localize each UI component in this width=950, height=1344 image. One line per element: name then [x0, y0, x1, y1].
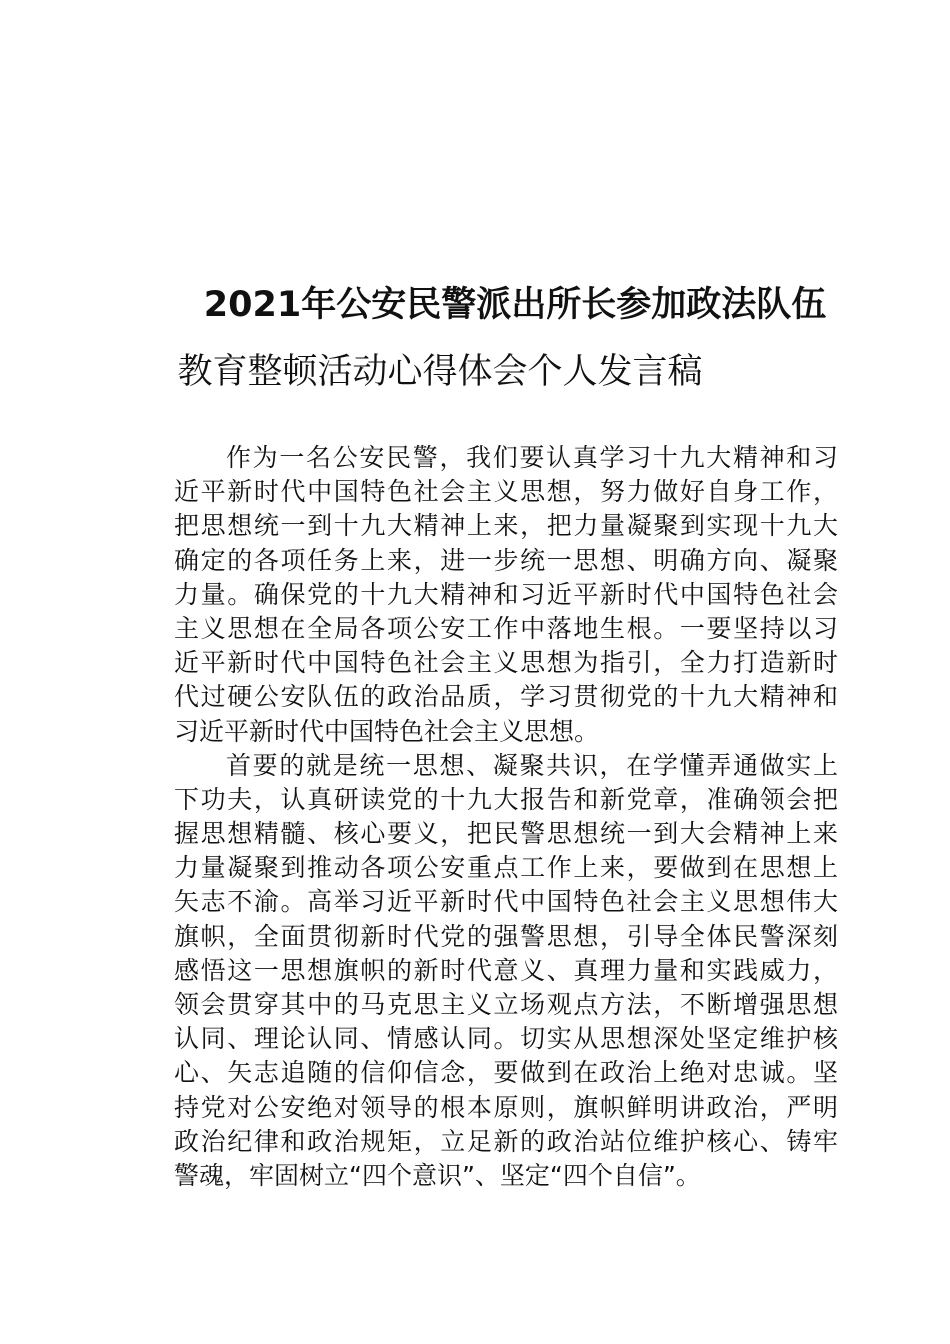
paragraph-line: 旗帜，全面贯彻新时代党的强警思想，引导全体民警深刻	[174, 921, 838, 951]
paragraph-1	[174, 441, 838, 749]
paragraph-line: 握思想精髓、核心要义，把民警思想统一到大会精神上来	[174, 819, 838, 849]
paragraph-line: 主义思想在全局各项公安工作中落地生根。一要坚持以习	[174, 613, 838, 643]
document-title-line-1: 2021年公安民警派出所长参加政法队伍	[203, 285, 827, 325]
paragraph-2	[174, 749, 838, 1193]
paragraph-line: 力量凝聚到推动各项公安重点工作上来，要做到在思想上	[174, 853, 838, 883]
paragraph-line: 近平新时代中国特色社会主义思想为指引，全力打造新时	[174, 648, 838, 678]
paragraph-line: 感悟这一思想旗帜的新时代意义、真理力量和实践威力，	[174, 955, 838, 985]
paragraph-line: 持党对公安绝对领导的根本原则，旗帜鲜明讲政治，严明	[174, 1092, 838, 1122]
paragraph-line: 认同、理论认同、情感认同。切实从思想深处坚定维护核	[174, 1024, 838, 1054]
paragraph-line: 近平新时代中国特色社会主义思想，努力做好自身工作，	[174, 477, 838, 507]
paragraph-line: 警魂，牢固树立“四个意识”、坚定“四个自信”。	[174, 1160, 701, 1190]
document-body	[174, 441, 838, 1193]
paragraph-line: 下功夫，认真研读党的十九大报告和新党章，准确领会把	[174, 784, 838, 814]
paragraph-line: 习近平新时代中国特色社会主义思想。	[174, 716, 600, 746]
paragraph-line: 政治纪律和政治规矩，立足新的政治站位维护核心、铸牢	[174, 1126, 838, 1156]
paragraph-line: 心、矢志追随的信仰信念，要做到在政治上绝对忠诚。坚	[174, 1058, 838, 1088]
paragraph-line: 首要的就是统一思想、凝聚共识，在学懂弄通做实上	[226, 750, 838, 780]
paragraph-line: 确定的各项任务上来，进一步统一思想、明确方向、凝聚	[174, 545, 838, 575]
paragraph-line: 把思想统一到十九大精神上来，把力量凝聚到实现十九大	[174, 511, 838, 541]
paragraph-line: 领会贯穿其中的马克思主义立场观点方法，不断增强思想	[174, 990, 838, 1019]
paragraph-line: 力量。确保党的十九大精神和习近平新时代中国特色社会	[174, 579, 838, 609]
paragraph-line: 作为一名公安民警，我们要认真学习十九大精神和习	[226, 443, 838, 472]
paragraph-line: 矢志不渝。高举习近平新时代中国特色社会主义思想伟大	[174, 887, 838, 917]
document-title-line-2: 教育整顿活动心得体会个人发言稿	[177, 352, 703, 392]
paragraph-line: 代过硬公安队伍的政治品质，学习贯彻党的十九大精神和	[174, 682, 838, 712]
